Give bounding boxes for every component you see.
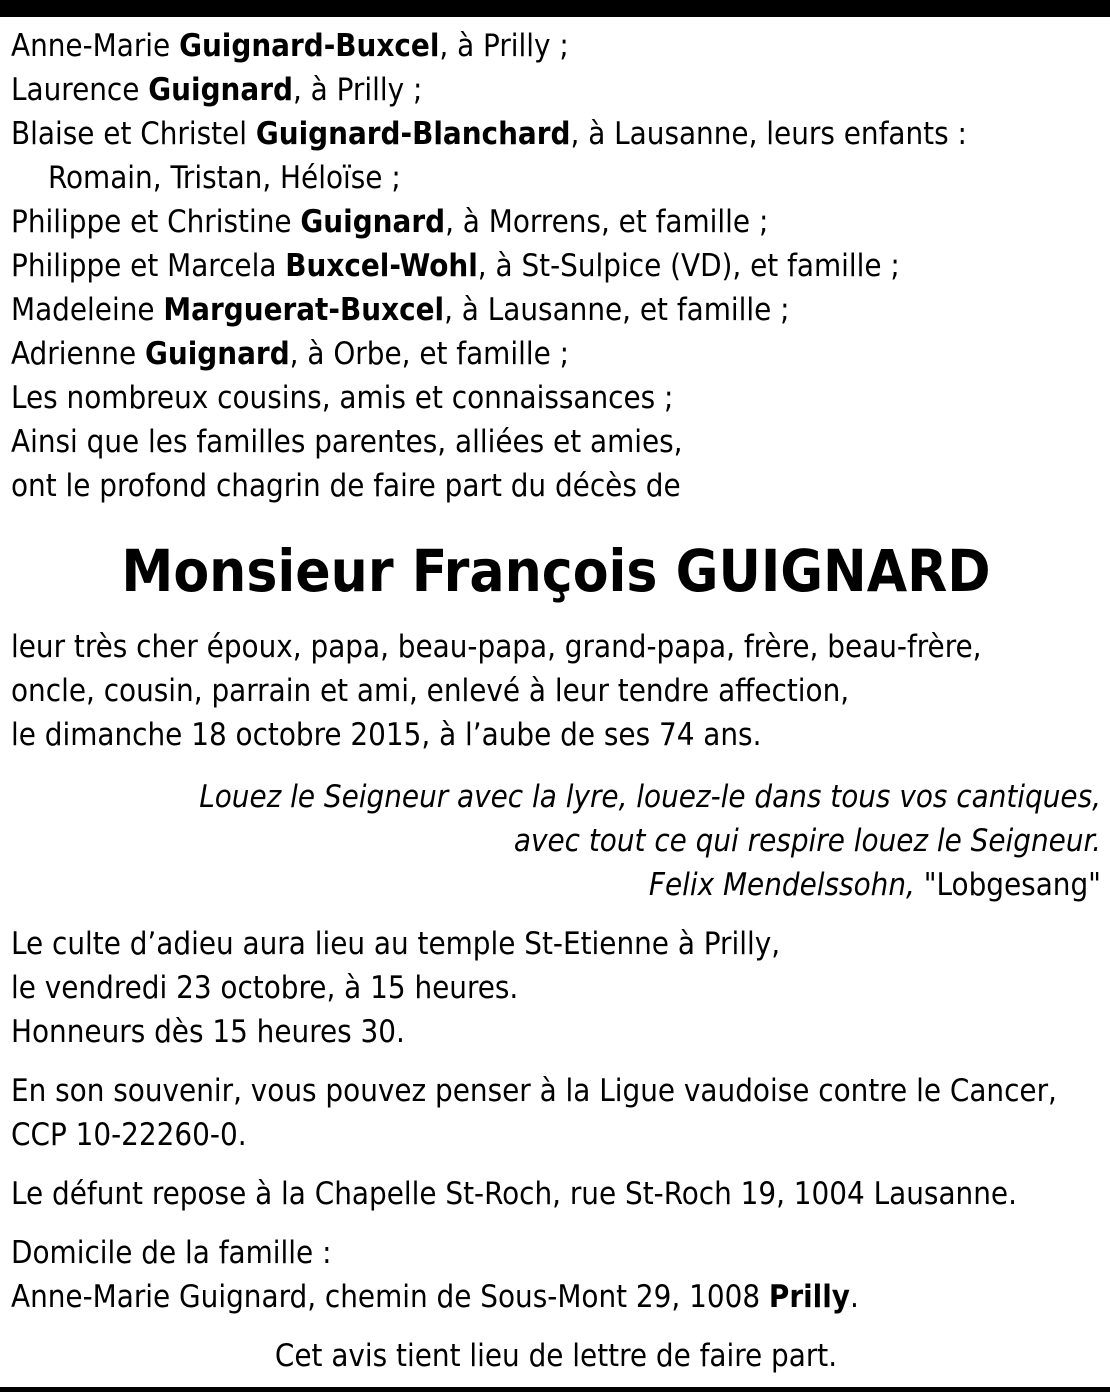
family-line: [11, 288, 1101, 332]
family-children-line: [11, 156, 1101, 200]
family-line: [11, 244, 1101, 288]
family-line: [11, 24, 1101, 68]
family-place: , à Orbe, et famille ;: [289, 336, 570, 372]
family-surname: Guignard-Blanchard: [255, 116, 571, 152]
family-surname: Marguerat-Buxcel: [163, 292, 445, 328]
service-line: le vendredi 23 octobre, à 15 heures.: [11, 970, 519, 1006]
intro-line: Les nombreux cousins, amis et connaissances ;: [11, 380, 674, 416]
deceased-name: Monsieur François GUIGNARD: [121, 537, 991, 605]
intro-line: Ainsi que les familles parentes, alliées et amies,: [11, 424, 683, 460]
relation-line: leur très cher époux, papa, beau-papa, grand-papa, frère, beau-frère,: [11, 629, 982, 665]
family-given-names: Laurence: [11, 72, 149, 108]
children-names: Romain, Tristan, Héloïse ;: [48, 160, 401, 196]
domicile-address: [11, 1275, 1101, 1319]
closing-line: Cet avis tient lieu de lettre de faire part.: [274, 1338, 838, 1374]
family-place: , à Prilly ;: [439, 28, 569, 64]
donation-line: CCP 10-22260-0.: [11, 1117, 247, 1153]
relation-line: oncle, cousin, parrain et ami, enlevé à leur tendre affection,: [11, 673, 850, 709]
domicile-street: Anne-Marie Guignard, chemin de Sous-Mont 29, 1008: [11, 1279, 769, 1315]
family-surname: Guignard: [300, 204, 446, 240]
family-given-names: Adrienne: [11, 336, 145, 372]
top-rule: [0, 0, 1110, 17]
family-given-names: Madeleine: [11, 292, 164, 328]
family-line: [11, 200, 1101, 244]
quote-line: avec tout ce qui respire louez le Seigneur.: [513, 823, 1101, 859]
quote-author: Felix Mendelssohn,: [648, 867, 915, 903]
family-place: , à Morrens, et famille ;: [445, 204, 769, 240]
intro-line: ont le profond chagrin de faire part du décès de: [11, 468, 681, 504]
family-surname: Guignard-Buxcel: [179, 28, 440, 64]
relation-line: le dimanche 18 octobre 2015, à l’aube de ses 74 ans.: [11, 717, 762, 753]
family-place: , à Lausanne, leurs enfants :: [570, 116, 967, 152]
family-surname: Guignard: [145, 336, 290, 372]
domicile-label: Domicile de la famille :: [11, 1235, 332, 1271]
family-surname: Buxcel-Wohl: [285, 248, 478, 284]
domicile-punctuation: .: [849, 1279, 859, 1315]
service-line: Honneurs dès 15 heures 30.: [11, 1014, 405, 1050]
quote-work: "Lobgesang": [914, 867, 1101, 903]
bottom-rule: [0, 1387, 1110, 1392]
quote-line: Louez le Seigneur avec la lyre, louez-le dans tous vos cantiques,: [199, 779, 1101, 815]
donation-line: En son souvenir, vous pouvez penser à la Ligue vaudoise contre le Cancer,: [11, 1073, 1057, 1109]
family-given-names: Philippe et Christine: [11, 204, 301, 240]
family-place: , à Lausanne, et famille ;: [444, 292, 790, 328]
service-line: Le culte d’adieu aura lieu au temple St-Etienne à Prilly,: [11, 926, 781, 962]
rest-place-line: Le défunt repose à la Chapelle St-Roch, rue St-Roch 19, 1004 Lausanne.: [11, 1176, 1017, 1212]
family-surname: Guignard: [148, 72, 293, 108]
domicile-town: Prilly: [768, 1279, 850, 1315]
family-given-names: Philippe et Marcela: [11, 248, 286, 284]
family-line: [11, 112, 1101, 156]
quote-attribution: [11, 863, 1101, 907]
family-place: , à St-Sulpice (VD), et famille ;: [477, 248, 900, 284]
family-given-names: Anne-Marie: [11, 28, 180, 64]
family-given-names: Blaise et Christel: [11, 116, 256, 152]
family-place: , à Prilly ;: [292, 72, 423, 108]
family-line: [11, 68, 1101, 112]
family-line: [11, 332, 1101, 376]
obituary-notice: [11, 24, 1101, 1378]
